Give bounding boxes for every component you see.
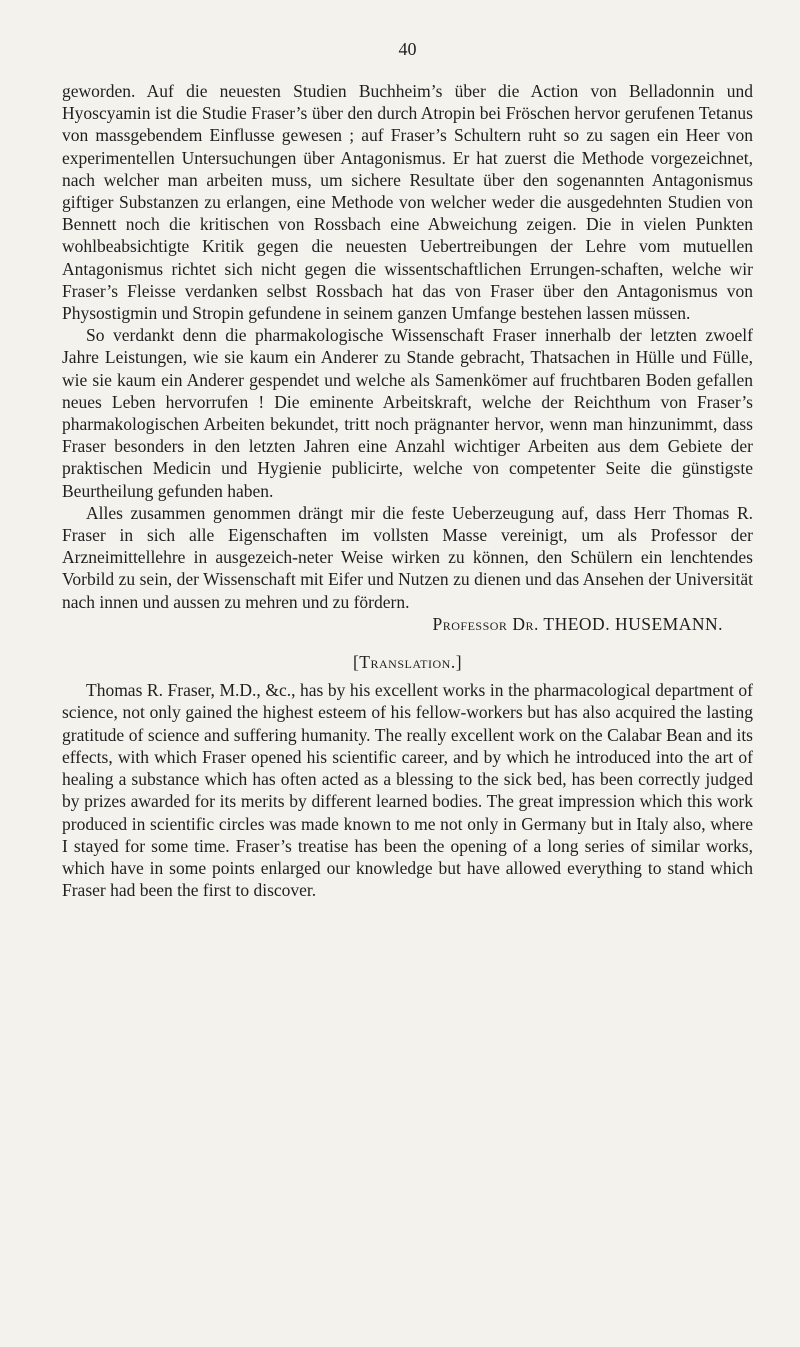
translation-paragraph: Thomas R. Fraser, M.D., &c., has by his excellent works in the pharmacological department of science, not only gained the highest esteem of his fellow-workers but has also acquired the lasting gratitude of science and suffering humanity. The really excellent work on the Calabar Bean and its effects, with which Fraser opened his scientific career, and by which he introduced into the art of healing a substance which has often acted as a blessing to the sick bed, has been correctly judged by prizes awarded for its merits by different learned bodies. The great impression which this work produced in scientific circles was made known to me not only in Germany but in Italy also, where I stayed for some time. Fraser’s treatise has been the opening of a long series of similar works, which have in some points enlarged our knowledge but have allowed everything to stand which Fraser had been the first to discover.	[62, 680, 753, 901]
signature	[62, 613, 723, 635]
signature-name: THEOD. HUSEMANN.	[543, 613, 723, 634]
german-paragraph-3: Alles zusammen genommen drängt mir die feste Ueberzeugung auf, dass Herr Thomas R. Fraser in sich alle Eigenschaften im vollsten Masse vereinigt, um als Professor der Arzneimittellehre in ausgezeich-neter Weise wirken zu können, den Schülern ein lenchtendes Vorbild zu sein, der Wissenschaft mit Eifer und Nutzen zu dienen und das Ansehen der Universität nach innen und aussen zu mehren und zu fördern.	[62, 502, 753, 612]
german-paragraph-2: So verdankt denn die pharmakologische Wissenschaft Fraser innerhalb der letzten zwoelf Jahre Leistungen, wie sie kaum ein Anderer zu Stande gebracht, Thatsachen in Hülle und Fülle, wie sie kaum ein Anderer gespendet und welche als Samenkömer auf fruchtbaren Boden gefallen neues Leben hervorrufen ! Die eminente Arbeitskraft, welche der Reichthum von Fraser’s pharmakologischen Arbeiten bekundet, tritt noch prägnanter hervor, wenn man hinzunimmt, dass Fraser besonders in den letzten Jahren eine Anzahl wichtiger Arbeiten aus dem Gebiete der praktischen Medicin und Hygienie publicirte, welche von competenter Seite die günstigste Beurtheilung gefunden haben.	[62, 325, 753, 501]
page-number: 40	[398, 39, 417, 59]
signature-title: Professor Dr.	[432, 613, 539, 634]
translation-heading: [Translation.]	[352, 652, 463, 673]
german-paragraph-1: geworden. Auf die neuesten Studien Buchheim’s über die Action von Belladonnin und Hyoscyamin ist die Studie Fraser’s über den durch Atropin bei Fröschen hervor gerufenen Tetanus von massgebendem Einflusse gewesen ; auf Fraser’s Schultern ruht so zu sagen ein Heer von experimentellen Untersuchungen über Antagonismus. Er hat zuerst die Methode vorgezeichnet, nach welcher man arbeiten muss, um sichere Resultate über den sogenannten Antagonismus giftiger Substanzen zu erlangen, eine Methode von welcher weder die ausgedehnten Studien von Bennett noch die kritischen von Rossbach eine Abweichung zeigen. Die in vielen Punkten wohlbeabsichtigte Kritik gegen die neuesten Uebertreibungen der Lehre vom mutuellen Antagonismus richtet sich nicht gegen die wissentschaftlichen Errungen-schaften, welche wir Fraser’s Fleisse verdanken selbst Rossbach hat das von Fraser über den Antagonismus von Physostigmin und Stropin gefundene in seinem ganzen Umfange bestehen lassen müssen.	[62, 81, 753, 324]
